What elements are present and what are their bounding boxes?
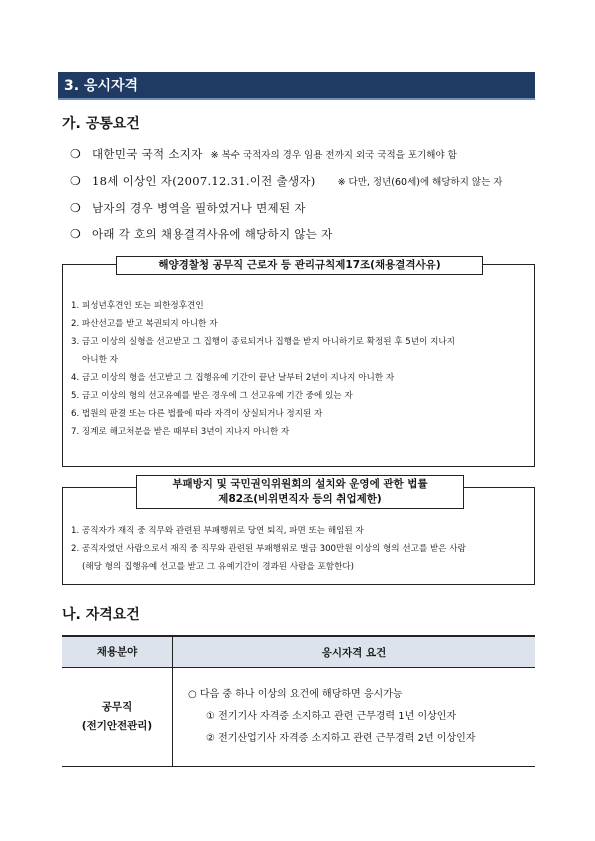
requirement-note: ※ 복수 국적자의 경우 임용 전까지 외국 국적을 포기해야 함 <box>210 150 457 161</box>
column-header-field: 채용분야 <box>62 636 173 668</box>
requirement-text: 아래 각 호의 채용결격사유에 해당하지 않는 자 <box>92 227 333 241</box>
column-header-requirements: 응시자격 요건 <box>173 636 536 668</box>
list-item: 5. 금고 이상의 형의 선고유예를 받은 경우에 그 선고유예 기간 중에 있는 자 <box>71 391 353 401</box>
circle-bullet-icon: ❍ <box>70 201 81 215</box>
box-title-line: 부패방지 및 국민권익위원회의 설치와 운영에 관한 법률 <box>172 478 428 490</box>
common-requirements-heading: 가. 공통요건 <box>62 116 140 132</box>
requirement-item <box>70 226 540 242</box>
field-subname: (전기안전관리) <box>81 720 153 732</box>
requirements-cell <box>173 668 536 767</box>
requirement-line: ① 전기기사 자격증 소지하고 관련 근무경력 1년 이상인자 <box>206 711 457 722</box>
field-name: 공무직 <box>101 701 133 713</box>
requirement-line: ○ 다음 중 하나 이상의 요건에 해당하면 응시가능 <box>188 689 403 700</box>
requirement-text: 대한민국 국적 소지자 <box>92 147 203 161</box>
anti-corruption-box-title <box>136 475 464 509</box>
circle-bullet-icon: ❍ <box>70 174 81 188</box>
requirement-text: 18세 이상인 자(2007.12.31.이전 출생자) <box>92 174 316 188</box>
requirement-note: ※ 다만, 정년(60세)에 해당하지 않는 자 <box>337 177 503 188</box>
table-row <box>62 668 535 767</box>
box-title-line: 제82조(비위면직자 등의 취업제한) <box>218 493 382 505</box>
disqualification-box <box>62 264 535 467</box>
disqualification-box-title: 해양경찰청 공무직 근로자 등 관리규칙제17조(채용결격사유) <box>116 256 483 275</box>
requirement-line: ② 전기산업기사 자격증 소지하고 관련 근무경력 2년 이상인자 <box>206 733 476 744</box>
requirement-item <box>70 173 540 189</box>
list-item: 아니한 자 <box>82 355 118 365</box>
qualification-heading: 나. 자격요건 <box>62 607 140 623</box>
list-item: 2. 파산선고를 받고 복권되지 아니한 자 <box>71 319 218 329</box>
requirement-item <box>70 146 540 162</box>
circle-bullet-icon: ❍ <box>70 227 81 241</box>
circle-bullet-icon: ❍ <box>70 147 81 161</box>
requirement-item <box>70 200 540 216</box>
list-item: 1. 피성년후견인 또는 피한정후견인 <box>71 301 204 311</box>
anti-corruption-list <box>71 522 526 576</box>
list-item: 3. 금고 이상의 실형을 선고받고 그 집행이 종료되거나 집행을 받지 아니하기로 확정된 후 5년이 지나지 <box>71 337 455 347</box>
qualification-table <box>62 635 535 767</box>
section-title: 3. 응시자격 <box>58 72 535 100</box>
list-item: 7. 징계로 해고처분을 받은 때부터 3년이 지나지 아니한 자 <box>71 427 290 437</box>
table-header-row <box>62 636 535 668</box>
list-item: 1. 공직자가 재직 중 직무와 관련된 부패행위로 당연 퇴직, 파면 또는 해임된 자 <box>71 526 364 536</box>
field-cell <box>62 668 173 767</box>
requirement-text: 남자의 경우 병역을 필하였거나 면제된 자 <box>92 201 306 215</box>
disqualification-list <box>71 297 526 441</box>
list-item: 2. 공직자였던 사람으로서 재직 중 직무와 관련된 부패행위로 벌금 300만원 이상의 형의 선고를 받은 사람 <box>71 544 466 554</box>
list-item: (해당 형의 집행유예 선고를 받고 그 유예기간이 경과된 사람을 포함한다) <box>82 562 355 572</box>
list-item: 6. 법원의 판결 또는 다른 법률에 따라 자격이 상실되거나 정지된 자 <box>71 409 323 419</box>
list-item: 4. 금고 이상의 형을 선고받고 그 집행유예 기간이 끝난 날부터 2년이 지나지 아니한 자 <box>71 373 395 383</box>
